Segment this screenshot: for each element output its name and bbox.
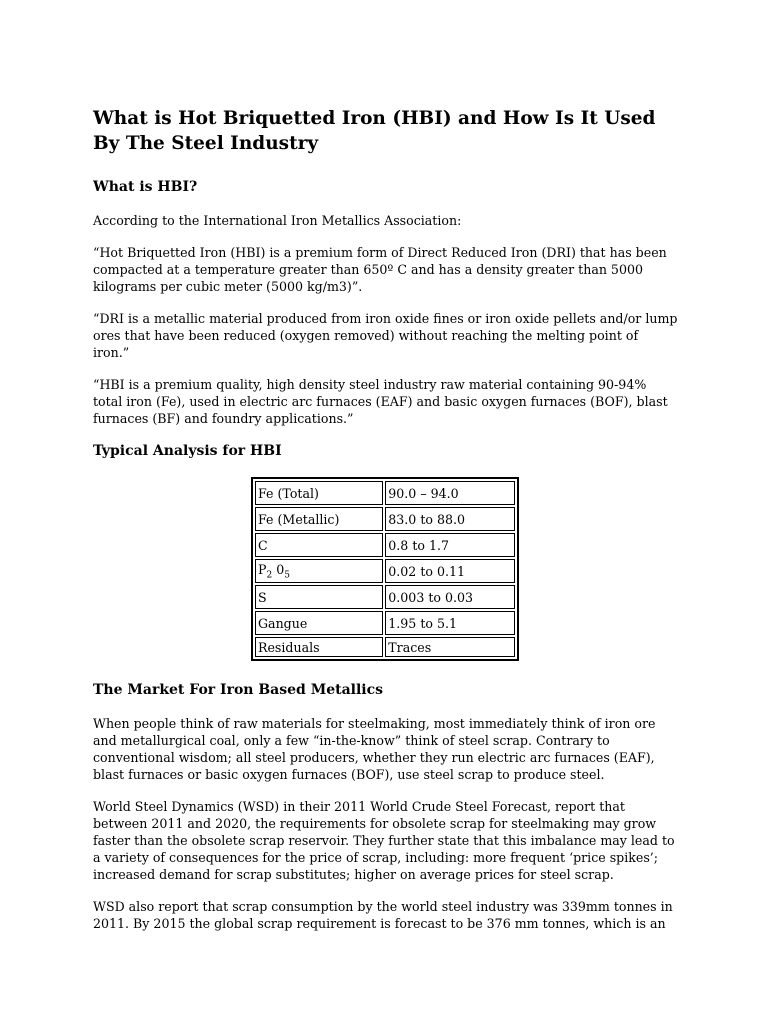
document-title: What is Hot Briquetted Iron (HBI) and How Is It Used By The Steel Industry	[93, 108, 656, 154]
section-heading-what-is-hbi: What is HBI?	[93, 179, 198, 195]
table-cell-value: 1.95 to 5.1	[385, 611, 515, 635]
table-cell-label: Fe (Metallic)	[255, 507, 383, 531]
table-cell-label: Residuals	[255, 637, 383, 657]
formula-subscript: 5	[284, 570, 290, 581]
table-cell-label: Gangue	[255, 611, 383, 635]
paragraph: According to the International Iron Metallics Association:	[93, 213, 462, 228]
paragraph: “DRI is a metallic material produced from iron oxide fines or iron oxide pellets and/or lump ores that have been reduced (oxygen removed) without reaching the melting point of iron.”	[93, 311, 678, 360]
formula-subscript: 2	[266, 570, 273, 581]
table-row	[255, 507, 515, 531]
document-page	[93, 106, 678, 947]
table-cell-value: 83.0 to 88.0	[385, 507, 515, 531]
section-heading-market: The Market For Iron Based Metallics	[93, 682, 384, 698]
table-row	[255, 533, 515, 557]
paragraph: When people think of raw materials for steelmaking, most immediately think of iron ore and metallurgical coal, only a few “in-the-know” think of steel scrap. Contrary to conventional wisdom; all steel producers, whether they run electric arc furnaces (EAF), blast furnaces or basic oxygen furnaces (BOF), use steel scrap to produce steel.	[93, 716, 656, 782]
table-cell-label: C	[255, 533, 383, 557]
table-cell-value: 90.0 – 94.0	[385, 481, 515, 505]
table-row	[255, 481, 515, 505]
table-cell-value: 0.003 to 0.03	[385, 585, 515, 609]
table-cell-label: Fe (Total)	[255, 481, 383, 505]
paragraph: World Steel Dynamics (WSD) in their 2011 World Crude Steel Forecast, report that between 2011 and 2020, the requirements for obsolete scrap for steelmaking may grow faster than the obsolete scrap reservoir. They further state that this imbalance may lead to a variety of consequences for the price of scrap, including: more frequent ‘price spikes’; increased demand for scrap substitutes; higher on average prices for steel scrap.	[93, 799, 675, 882]
formula-mid: 0	[272, 561, 285, 577]
paragraph: “HBI is a premium quality, high density steel industry raw material containing 90-94% total iron (Fe), used in electric arc furnaces (EAF) and basic oxygen furnaces (BOF), blast furnaces (BF) and foundry applications.”	[93, 377, 668, 426]
table-row	[255, 585, 515, 609]
table-row	[255, 559, 515, 583]
table-cell-label: S	[255, 585, 383, 609]
table-row	[255, 637, 515, 657]
analysis-table	[251, 477, 519, 661]
paragraph: “Hot Briquetted Iron (HBI) is a premium form of Direct Reduced Iron (DRI) that has been compacted at a temperature greater than 650º C and has a density greater than 5000 kilograms per cubic meter (5000 kg/m3)”.	[93, 245, 667, 294]
section-heading-typical-analysis: Typical Analysis for HBI	[93, 443, 282, 459]
analysis-table-container	[251, 477, 678, 661]
table-cell-label	[255, 559, 383, 583]
table-row	[255, 611, 515, 635]
paragraph: WSD also report that scrap consumption by the world steel industry was 339mm tonnes in 2011. By 2015 the global scrap requirement is forecast to be 376 mm tonnes, which is an	[93, 899, 673, 931]
table-cell-value: Traces	[385, 637, 515, 657]
table-cell-value: 0.02 to 0.11	[385, 559, 515, 583]
formula-main: P	[258, 561, 267, 577]
table-cell-value: 0.8 to 1.7	[385, 533, 515, 557]
